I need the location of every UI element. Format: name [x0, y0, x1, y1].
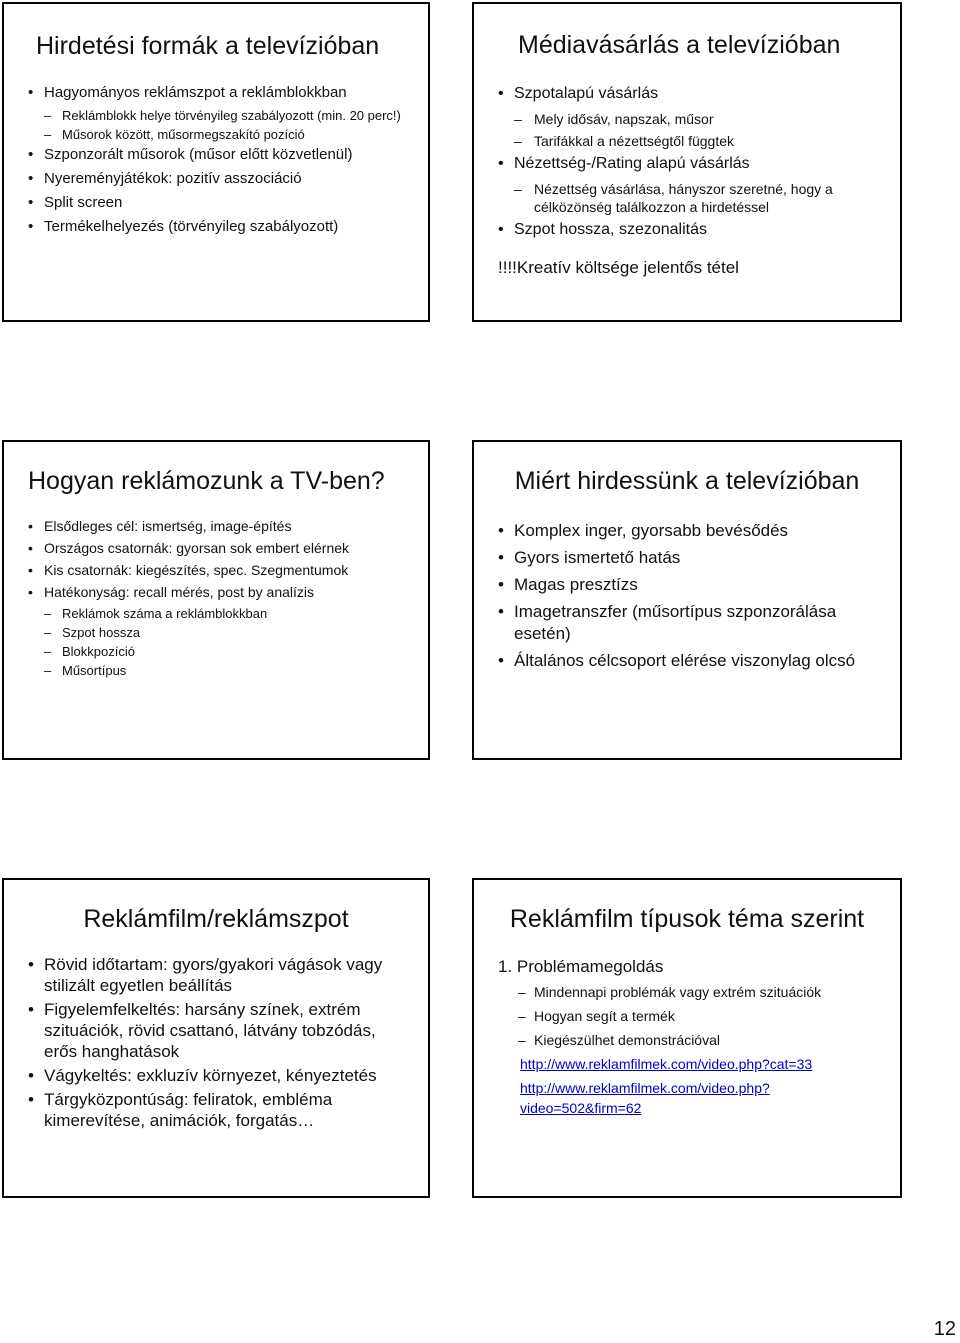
- list-item: • Termékelhelyezés (törvényileg szabályozott): [28, 218, 339, 235]
- bullet-list: [474, 520, 879, 677]
- bullet-icon: •: [28, 562, 33, 578]
- bullet-list: [474, 956, 879, 1122]
- bullet-icon: •: [498, 155, 504, 172]
- bullet-list: [4, 84, 414, 242]
- slide-title: Hirdetési formák a televízióban: [36, 32, 380, 60]
- list-item: • Szpot hossza, szezonalitás: [498, 221, 707, 238]
- slide-title: Reklámfilm/reklámszpot: [83, 905, 349, 933]
- list-subitem: – Szpot hossza: [44, 625, 141, 640]
- slide-title: Médiavásárlás a televízióban: [518, 31, 841, 59]
- bullet-list: [4, 954, 409, 1134]
- list-item: • Nézettség-/Rating alapú vásárlás: [498, 155, 750, 172]
- bullet-icon: •: [498, 575, 504, 594]
- slide-title: Reklámfilm típusok téma szerint: [509, 905, 865, 933]
- slide-title: Hogyan reklámozunk a TV-ben?: [28, 467, 385, 495]
- list-subitem: – Blokkpozíció: [44, 644, 135, 659]
- dash-icon: –: [44, 108, 52, 123]
- bullet-list: [474, 84, 889, 246]
- link-item: [474, 1054, 879, 1074]
- slide-commercial-spot: [2, 878, 430, 1198]
- list-subitem: – Reklámok száma a reklámblokkban: [44, 606, 268, 621]
- list-subitem: – Tarifákkal a nézettségtől függtek: [514, 133, 735, 149]
- page-number: 12: [933, 1318, 956, 1340]
- list-item: • Hagyományos reklámszpot a reklámblokkban: [28, 84, 347, 101]
- list-subitem: – Műsortípus: [44, 663, 127, 678]
- dash-icon: –: [514, 111, 522, 127]
- list-item: • Szpotalapú vásárlás: [498, 85, 659, 102]
- list-item: • Hatékonyság: recall mérés, post by analízis: [28, 584, 315, 600]
- bullet-icon: •: [498, 548, 504, 567]
- bullet-list: [4, 518, 404, 682]
- list-item: • Imagetranszfer (műsortípus szponzorálása esetén): [498, 602, 837, 643]
- bullet-icon: •: [498, 521, 504, 540]
- list-subitem: – Reklámblokk helye törvényileg szabályozott (min. 20 perc!): [44, 108, 401, 123]
- bullet-icon: •: [28, 1066, 34, 1085]
- list-item: • Figyelemfelkeltés: harsány színek, extrém szituációk, rövid csattanó, látvány tobzódás, erős hanghatások: [28, 1000, 376, 1061]
- dash-icon: –: [514, 181, 522, 197]
- list-subitem: – Műsorok között, műsormegszakító pozíció: [44, 127, 305, 142]
- bullet-icon: •: [28, 170, 34, 187]
- slide-how-to-advertise: [2, 440, 430, 760]
- list-subitem: – Nézettség vásárlása, hányszor szeretné, hogy a célközönség találkozzon a hirdetéssel: [514, 181, 833, 215]
- list-item: • Elsődleges cél: ismertség, image-építés: [28, 518, 292, 534]
- list-item: • Országos csatornák: gyorsan sok embert elérnek: [28, 540, 350, 556]
- bullet-icon: •: [28, 1090, 34, 1109]
- slide-title: Miért hirdessünk a televízióban: [514, 467, 860, 495]
- bullet-icon: •: [28, 540, 33, 556]
- bullet-icon: •: [28, 194, 34, 211]
- bullet-icon: •: [28, 584, 33, 600]
- bullet-icon: •: [28, 146, 34, 163]
- list-item: • Vágykeltés: exkluzív környezet, kényeztetés: [28, 1066, 377, 1085]
- numbered-item: 1. Problémamegoldás: [498, 957, 664, 976]
- list-subitem: – Mindennapi problémák vagy extrém szituációk: [518, 984, 822, 1000]
- slide-why-advertise-tv: [472, 440, 902, 760]
- bullet-icon: •: [28, 955, 34, 974]
- bullet-icon: •: [498, 221, 504, 238]
- dash-icon: –: [514, 133, 522, 149]
- dash-icon: –: [44, 663, 52, 678]
- video-link-firm[interactable]: http://www.reklamfilmek.com/video.php?video=502&firm=62: [520, 1080, 770, 1116]
- bullet-icon: •: [498, 85, 504, 102]
- dash-icon: –: [44, 644, 52, 659]
- list-item: • Tárgyközpontúság: feliratok, embléma kimerevítése, animációk, forgatás…: [28, 1090, 333, 1130]
- bullet-icon: •: [498, 651, 504, 670]
- bullet-icon: •: [498, 602, 504, 621]
- dash-icon: –: [44, 625, 52, 640]
- dash-icon: –: [518, 1008, 526, 1024]
- list-item: • Split screen: [28, 194, 123, 211]
- list-item: • Magas presztízs: [498, 575, 638, 594]
- note-text: !!!!Kreatív költsége jelentős tétel: [498, 258, 739, 277]
- bullet-icon: •: [28, 1000, 34, 1019]
- list-item: • Nyereményjátékok: pozitív asszociáció: [28, 170, 302, 187]
- list-item: • Komplex inger, gyorsabb bevésődés: [498, 521, 789, 540]
- list-item: • Szponzorált műsorok (műsor előtt közvetlenül): [28, 146, 353, 163]
- list-item: • Gyors ismertető hatás: [498, 548, 681, 567]
- bullet-icon: •: [28, 84, 34, 101]
- list-item: • Kis csatornák: kiegészítés, spec. Szegmentumok: [28, 562, 349, 578]
- list-subitem: – Mely idősáv, napszak, műsor: [514, 111, 714, 127]
- dash-icon: –: [44, 606, 52, 621]
- video-link-cat[interactable]: http://www.reklamfilmek.com/video.php?cat=33: [520, 1056, 813, 1072]
- dash-icon: –: [44, 127, 52, 142]
- dash-icon: –: [518, 1032, 526, 1048]
- list-subitem: – Hogyan segít a termék: [518, 1008, 675, 1024]
- bullet-icon: •: [28, 218, 34, 235]
- list-subitem: – Kiegészülhet demonstrációval: [518, 1032, 720, 1048]
- link-item: [474, 1078, 879, 1118]
- list-item: • Rövid időtartam: gyors/gyakori vágások vagy stilizált egyetlen beállítás: [28, 955, 383, 995]
- slide-media-buying: [472, 2, 902, 322]
- bullet-icon: •: [28, 518, 33, 534]
- slide-tv-advertising-forms: [2, 2, 430, 322]
- slide-commercial-types: [472, 878, 902, 1198]
- list-item: • Általános célcsoport elérése viszonylag olcsó: [498, 651, 856, 670]
- dash-icon: –: [518, 984, 526, 1000]
